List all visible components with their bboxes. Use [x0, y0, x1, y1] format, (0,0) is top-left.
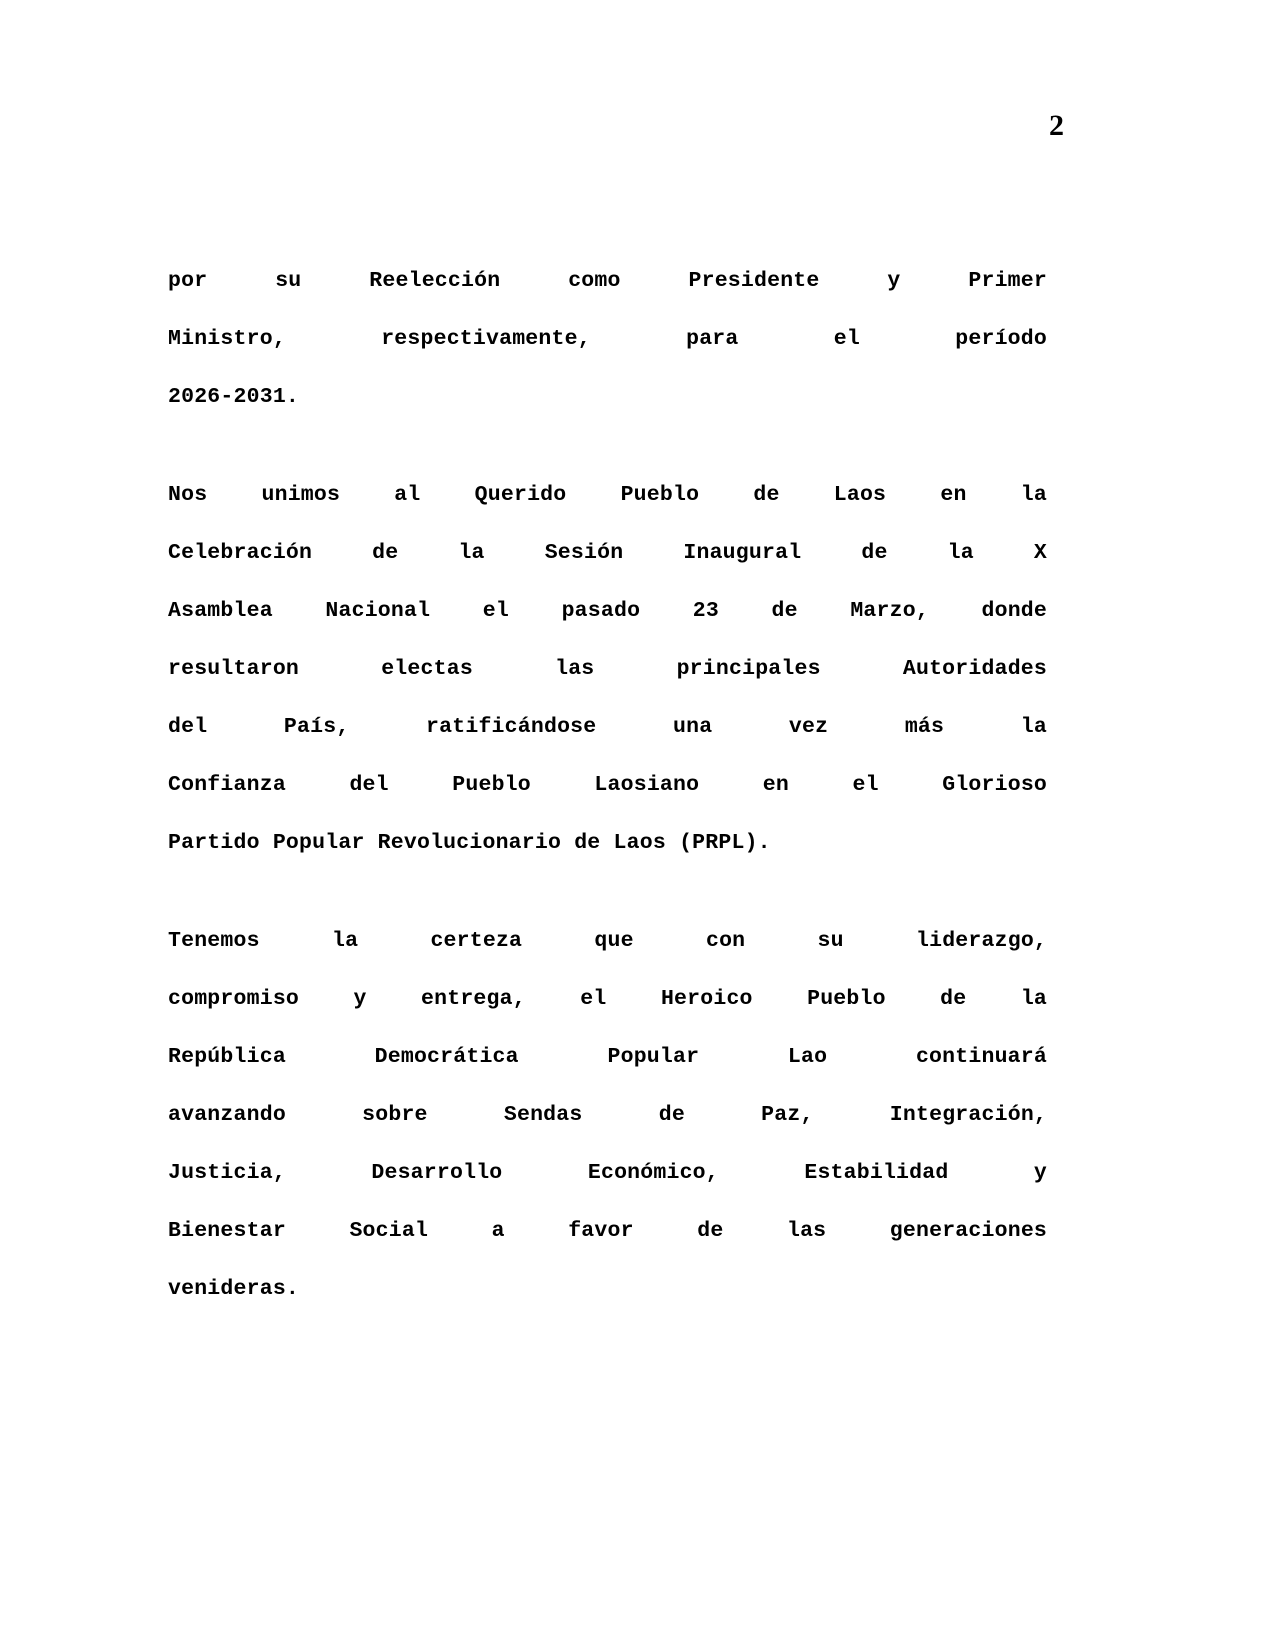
text-line: Partido Popular Revolucionario de Laos (PRPL).	[168, 831, 771, 855]
text-line: del País, ratificándose una vez más la	[168, 715, 1047, 739]
text-line: Justicia, Desarrollo Económico, Estabilidad y	[168, 1161, 1048, 1185]
text-line: resultaron electas las principales Autoridades	[168, 657, 1047, 681]
paragraph-2	[168, 466, 1047, 872]
text-line: por su Reelección como Presidente y Primer	[168, 269, 1047, 293]
paragraph-1	[168, 252, 1047, 426]
text-line: Bienestar Social a favor de las generaciones	[168, 1219, 1048, 1243]
text-line: Ministro, respectivamente, para el período	[168, 327, 1047, 351]
text-line: Tenemos la certeza que con su liderazgo,	[168, 929, 1048, 953]
page-number: 2	[1049, 109, 1064, 142]
text-line: compromiso y entrega, el Heroico Pueblo de la	[168, 987, 1048, 1011]
text-line: 2026-2031.	[168, 385, 300, 409]
text-line: Confianza del Pueblo Laosiano en el Glorioso	[168, 773, 1048, 797]
text-line: República Democrática Popular Lao continuará	[168, 1045, 1047, 1069]
text-line: Nos unimos al Querido Pueblo de Laos en la	[168, 483, 1047, 507]
text-line: Asamblea Nacional el pasado 23 de Marzo, donde	[168, 599, 1048, 623]
text-line: Celebración de la Sesión Inaugural de la X	[168, 541, 1047, 565]
text-line: venideras.	[168, 1277, 300, 1301]
text-line: avanzando sobre Sendas de Paz, Integración,	[168, 1103, 1048, 1127]
paragraph-3	[168, 912, 1047, 1318]
document-body	[168, 252, 1047, 1318]
